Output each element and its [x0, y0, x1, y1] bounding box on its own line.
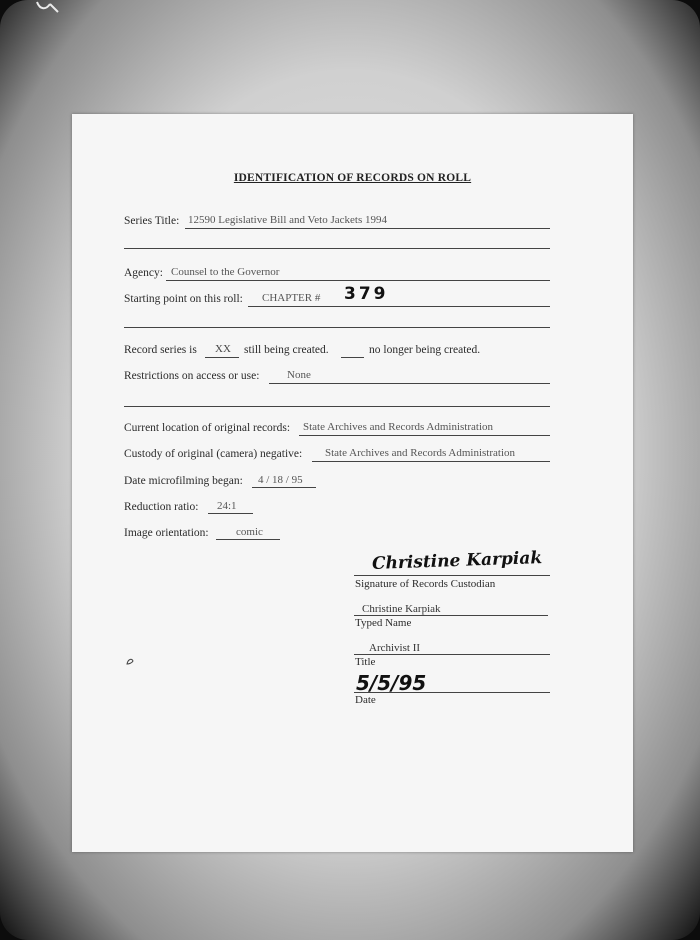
series-title-line [185, 228, 550, 229]
title-line [354, 654, 550, 655]
record-series-mark: XX [215, 343, 231, 355]
starting-point-handwritten: 379 [344, 284, 389, 304]
date-line [354, 692, 550, 693]
signature-caption: Signature of Records Custodian [355, 578, 496, 590]
record-series-label: Record series is [124, 344, 197, 356]
series-title-value: 12590 Legislative Bill and Veto Jackets 1994 [188, 214, 387, 226]
current-location-label: Current location of original records: [124, 422, 291, 434]
agency-line [166, 280, 550, 281]
title-caption: Title [355, 656, 376, 668]
signature-handwritten: Christine Karpiak [371, 548, 543, 574]
date-handwritten: 5/5/95 [356, 671, 427, 695]
date-microfilming-line [252, 487, 316, 488]
form-title: IDENTIFICATION OF RECORDS ON ROLL [233, 172, 472, 184]
no-longer-being-created-label: no longer being created. [369, 344, 481, 356]
starting-point-value: CHAPTER # [262, 292, 321, 304]
series-title-label: Series Title: [124, 215, 180, 227]
starting-point-line-2 [124, 327, 550, 328]
series-title-line-2 [124, 248, 550, 249]
image-orientation-value: comic [236, 526, 263, 538]
date-microfilming-label: Date microfilming began: [124, 475, 243, 487]
reduction-ratio-value: 24:1 [217, 500, 237, 512]
signature-line [354, 575, 550, 576]
form-sheet [72, 114, 633, 852]
image-orientation-label: Image orientation: [124, 527, 209, 539]
typed-name-value: Christine Karpiak [362, 603, 441, 615]
reduction-ratio-label: Reduction ratio: [124, 501, 199, 513]
typed-name-line [354, 615, 548, 616]
scan-corner-mark-icon [34, 0, 60, 16]
restrictions-line [269, 383, 550, 384]
custody-value: State Archives and Records Administration [325, 447, 516, 459]
restrictions-label: Restrictions on access or use: [124, 370, 260, 382]
still-being-created-label: still being created. [244, 344, 329, 356]
custody-line [312, 461, 550, 462]
reduction-ratio-line [208, 513, 253, 514]
agency-value: Counsel to the Governor [171, 266, 280, 278]
custody-label: Custody of original (camera) negative: [124, 448, 303, 460]
record-series-still-line [205, 357, 239, 358]
typed-name-caption: Typed Name [355, 617, 412, 629]
agency-label: Agency: [124, 267, 163, 279]
current-location-line [299, 435, 550, 436]
record-series-no-longer-line [341, 357, 364, 358]
starting-point-label: Starting point on this roll: [124, 293, 243, 305]
current-location-value: State Archives and Records Administration [303, 421, 494, 433]
image-orientation-line [216, 539, 280, 540]
date-caption: Date [355, 694, 376, 706]
pen-mark-icon [125, 656, 135, 666]
starting-point-line [248, 306, 550, 307]
title-value: Archivist II [369, 642, 421, 654]
restrictions-line-2 [124, 406, 550, 407]
date-microfilming-value: 4 / 18 / 95 [258, 474, 303, 486]
restrictions-value: None [287, 369, 311, 381]
